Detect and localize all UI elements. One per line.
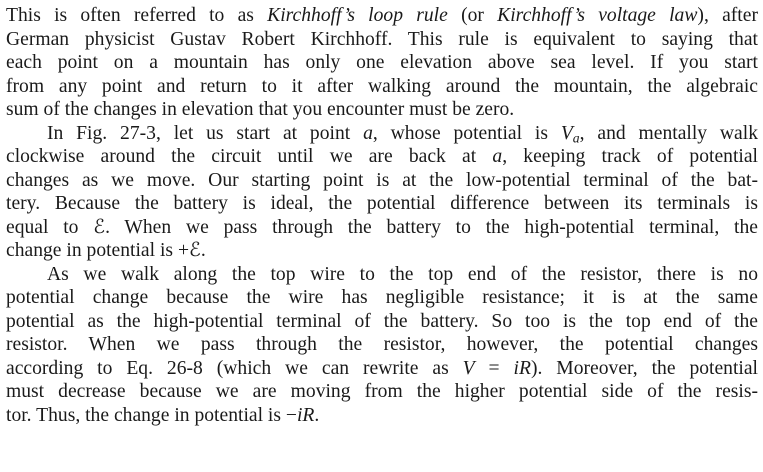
text-run: .: [314, 404, 320, 426]
subscript: [573, 130, 580, 145]
text-line: [6, 404, 758, 428]
text-line: [6, 98, 758, 122]
text-run: ). Moreover, the potential: [530, 357, 758, 379]
text-run: changes as we move. Our starting point is at the low-potential terminal of the bat-: [6, 169, 758, 191]
italic-text: a: [492, 146, 503, 167]
italic-text: V: [462, 357, 475, 379]
document-body: [6, 4, 758, 427]
italic-text: a: [363, 122, 373, 144]
text-run: In Fig. 27-3, let us start at point: [47, 122, 364, 144]
text-run: potential change because the wire has negligible resistance; it is at the same: [6, 287, 758, 308]
italic-text: V: [560, 122, 573, 144]
italic-text: Kirchhoff’s voltage law: [497, 5, 698, 26]
italic-text: iR: [513, 357, 531, 379]
text-line: [6, 192, 758, 216]
text-line: [6, 380, 758, 404]
paragraph-1: [6, 4, 758, 122]
text-run: from any point and return to it after walking around the mountain, the algebraic: [6, 75, 758, 97]
text-run: clockwise around the circuit until we are back at: [6, 146, 493, 167]
text-line: [6, 286, 758, 310]
text-run: potential as the high-potential terminal of the battery. So too is the top end of the: [6, 310, 758, 332]
text-run: , keeping track of potential: [502, 146, 758, 167]
text-run: according to Eq. 26-8 (which we can rewrite as: [6, 357, 463, 379]
text-run: German physicist Gustav Robert Kirchhoff. This rule is equivalent to saying that: [6, 28, 758, 50]
paragraph-3: [6, 263, 758, 428]
text-line: [6, 310, 758, 334]
text-run: =: [474, 357, 514, 379]
text-run: , whose potential is: [372, 122, 561, 144]
text-line: [6, 75, 758, 99]
text-run: As we walk along the top wire to the top end of the resistor, there is no: [47, 263, 758, 285]
text-line: [6, 28, 758, 52]
text-run: ), after: [697, 5, 758, 26]
text-line: [6, 4, 758, 28]
text-line: [6, 51, 758, 75]
text-run: (or: [447, 5, 498, 26]
text-line: [6, 122, 758, 146]
italic-text: Kirchhoff’s loop rule: [267, 5, 448, 26]
text-line: [6, 263, 758, 287]
text-run: tor. Thus, the change in potential is −: [6, 404, 297, 426]
italic-text: iR: [296, 404, 315, 426]
italic-text: a: [572, 129, 580, 145]
text-run: , and mentally walk: [579, 122, 758, 144]
text-line: [6, 333, 758, 357]
text-run: change in potential is +ℰ.: [6, 240, 206, 261]
text-line: [6, 169, 758, 193]
text-line: [6, 239, 758, 263]
text-run: sum of the changes in elevation that you encounter must be zero.: [6, 99, 515, 120]
text-run: each point on a mountain has only one elevation above sea level. If you start: [6, 52, 758, 73]
text-run: resistor. When we pass through the resistor, however, the potential changes: [6, 334, 758, 355]
text-run: must decrease because we are moving from the higher potential side of the resis-: [6, 381, 758, 402]
text-line: [6, 357, 758, 381]
text-run: tery. Because the battery is ideal, the potential difference between its terminals is: [6, 193, 758, 214]
text-run: equal to ℰ. When we pass through the battery to the high-potential terminal, the: [6, 216, 758, 238]
text-line: [6, 145, 758, 169]
paragraph-2: [6, 122, 758, 263]
text-run: This is often referred to as: [6, 5, 268, 26]
text-line: [6, 216, 758, 240]
